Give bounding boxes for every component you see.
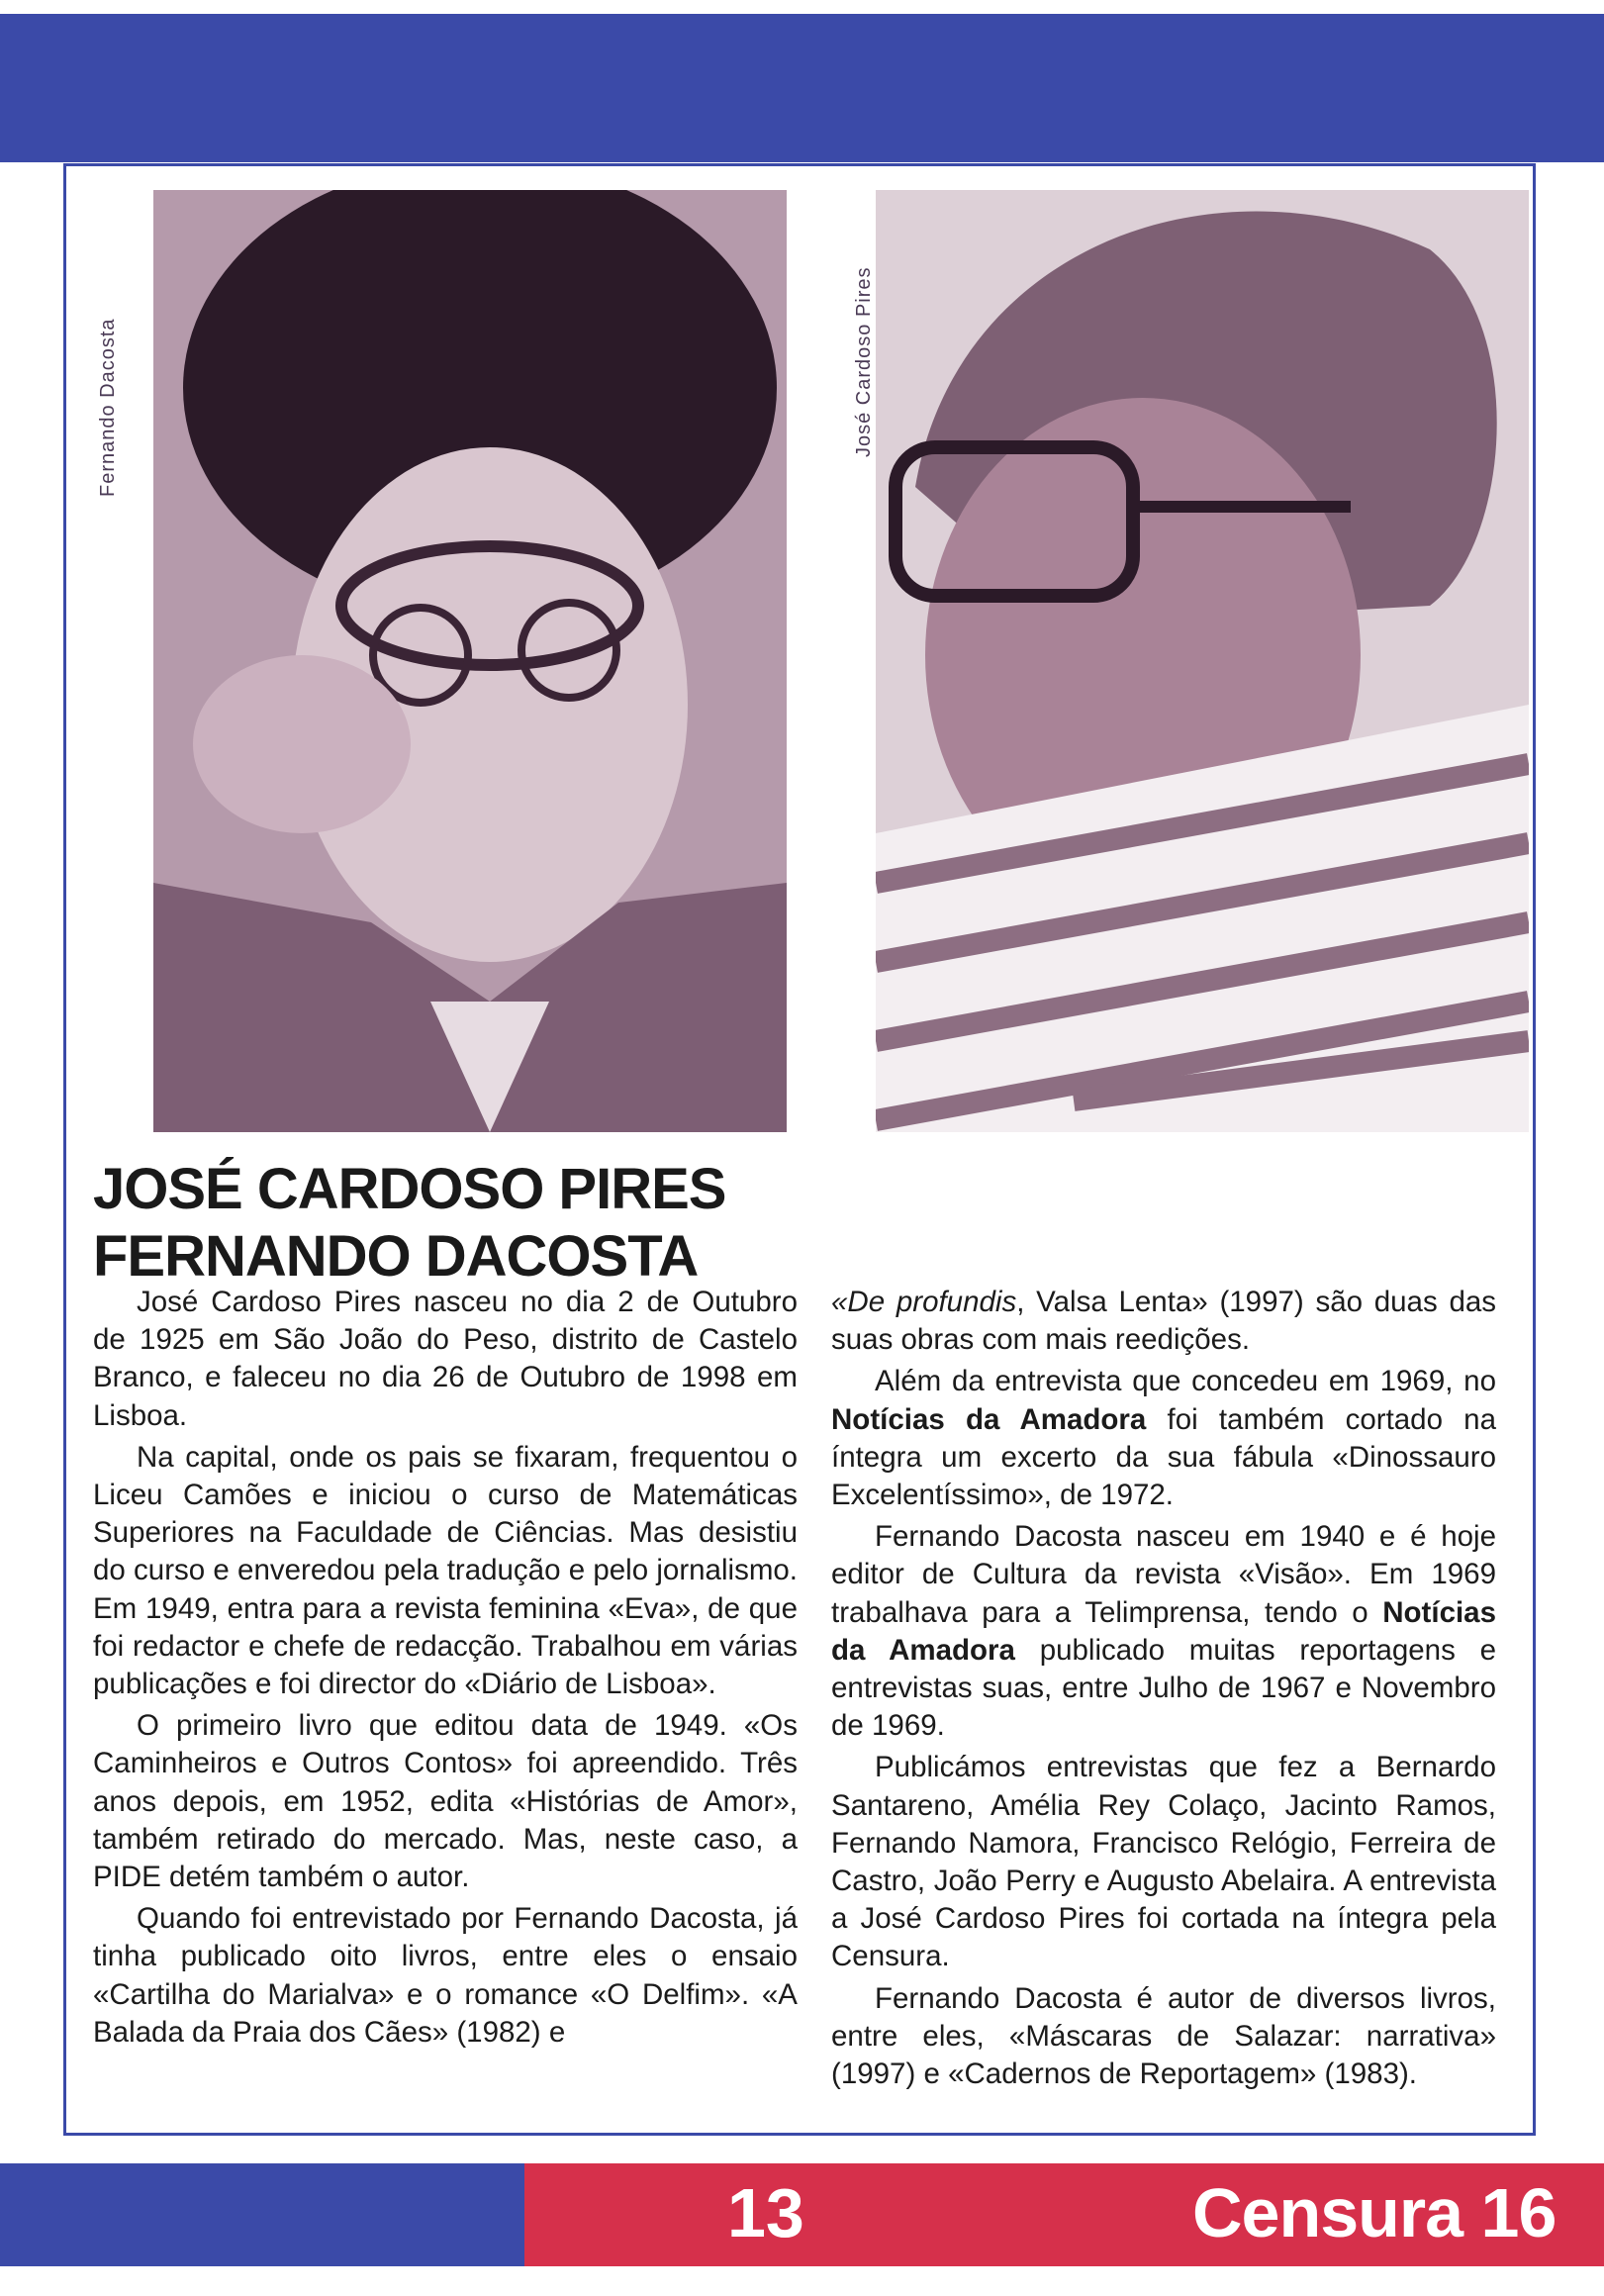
top-color-band: [0, 14, 1604, 162]
page-number: 13: [727, 2174, 804, 2251]
article-headline: [93, 1156, 805, 1291]
paragraph: «De profundis, Valsa Lenta» (1997) são duas das suas obras com mais reedições.: [831, 1286, 1497, 1357]
publication-name: Notícias da Amadora: [831, 1402, 1147, 1436]
paragraph: Quando foi entrevistado por Fernando Dacosta, já tinha publicado oito livros, entre eles o ensaio «Cartilha do Marialva» e o romance «O Delfim». «A Balada da Praia dos Cães» (1982) e: [93, 1902, 798, 2049]
portrait-photo-jose-cardoso-pires: [876, 190, 1529, 1132]
italic-title: «De profundis: [831, 1286, 1017, 1318]
paragraph: José Cardoso Pires nasceu no dia 2 de Outubro de 1925 em São João do Peso, distrito de Castelo Branco, e faleceu no dia 26 de Outubro de 1998 em Lisboa.: [93, 1286, 798, 1432]
photo-credit-left: Fernando Dacosta: [97, 318, 119, 497]
portrait-photo-fernando-dacosta: [153, 190, 787, 1132]
paragraph: Na capital, onde os pais se fixaram, frequentou o Liceu Camões e iniciou o curso de Matemáticas Superiores na Faculdade de Ciências. Mas desistiu do curso e enveredou pela tradução e pelo jornalismo. Em 1949, entra para a revista feminina «Eva», de que foi redactor e chefe de redacção. Trabalhou em várias publicações e foi director do «Diário de Lisboa».: [93, 1440, 798, 1701]
publication-name: Notícias da Amadora: [831, 1595, 1496, 1667]
article-column-right: [831, 1284, 1496, 2097]
headline-line-2: FERNANDO DACOSTA: [93, 1224, 699, 1289]
paragraph: Publicámos entrevistas que fez a Bernardo Santareno, Amélia Rey Colaço, Jacinto Ramos, Fernando Namora, Francisco Relógio, Ferreira de Castro, João Perry e Augusto Abelaira. A entrevista a José Cardoso Pires foi cortada na íntegra pela Censura.: [831, 1751, 1496, 1973]
article-column-left: [93, 1284, 798, 2056]
paragraph: O primeiro livro que editou data de 1949. «Os Caminheiros e Outros Contos» foi apreendido. Três anos depois, em 1952, edita «Histórias de Amor», também retirado do mercado. Mas, neste caso, a PIDE detém também o autor.: [93, 1709, 798, 1894]
magazine-title: Censura 16: [1192, 2174, 1557, 2251]
paragraph: Fernando Dacosta nasceu em 1940 e é hoje editor de Cultura da revista «Visão». Em 1969 trabalhava para a Telimprensa, tendo o Notícias da Amadora publicado muitas reportagens e entrevistas suas, entre Julho de 1967 e Novembro de 1969.: [831, 1520, 1496, 1743]
footer-blue-band: [0, 2163, 524, 2266]
headline-line-1: JOSÉ CARDOSO PIRES: [93, 1157, 726, 1221]
paragraph: Fernando Dacosta é autor de diversos livros, entre eles, «Máscaras de Salazar: narrativa» (1997) e «Cadernos de Reportagem» (1983).: [831, 1981, 1496, 2091]
photo-credit-right: José Cardoso Pires: [853, 266, 875, 457]
paragraph: Além da entrevista que concedeu em 1969, no Notícias da Amadora foi também cortado na íntegra um excerto da sua fábula «Dinossauro Excelentíssimo», de 1972.: [831, 1365, 1496, 1512]
